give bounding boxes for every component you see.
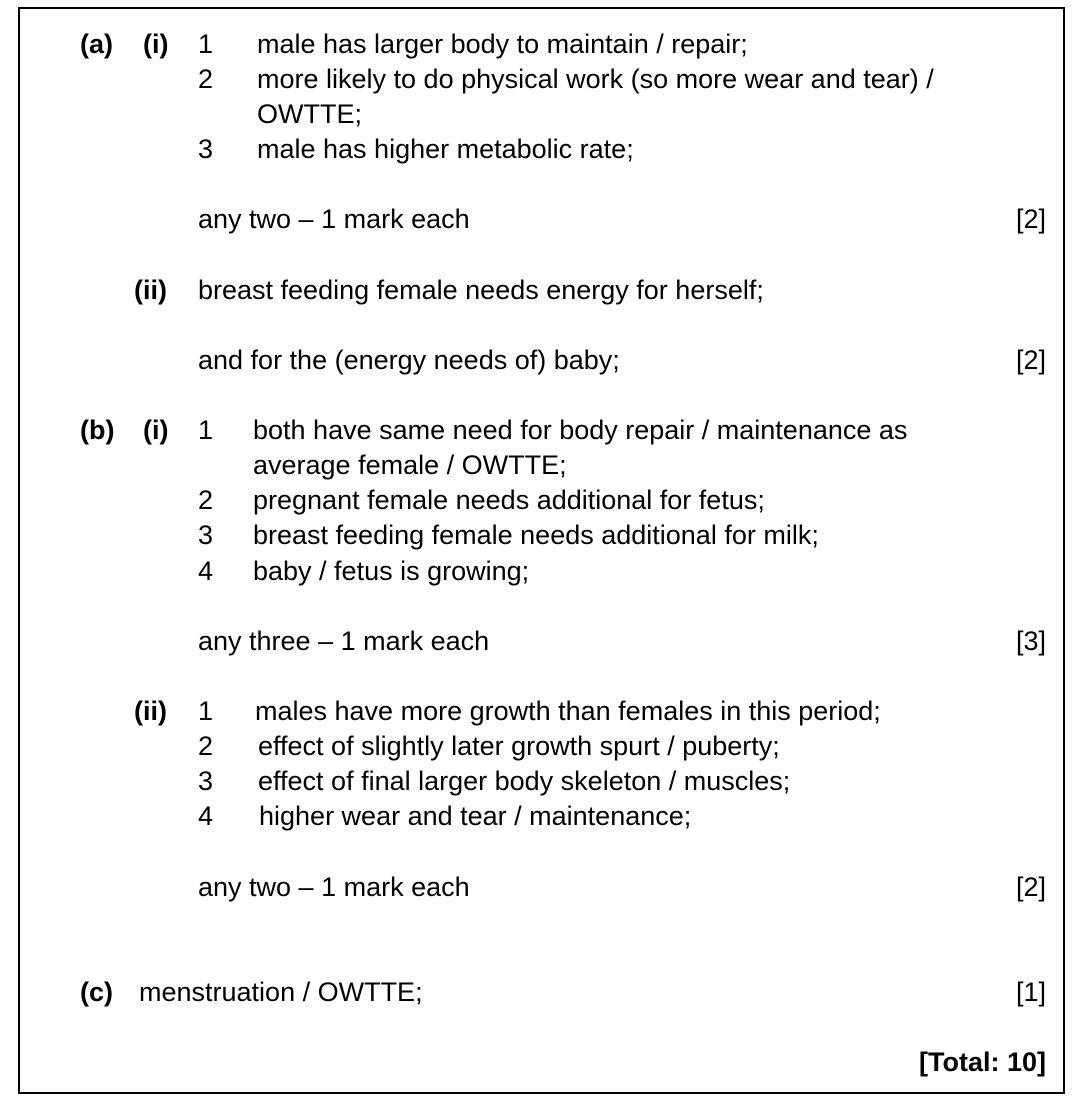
part-a-ii-label: (ii) xyxy=(134,275,167,305)
item-number: 3 xyxy=(198,766,214,796)
marks-allocation: [1] xyxy=(1015,977,1046,1007)
item-number: 2 xyxy=(198,64,214,94)
list-item: effect of slightly later growth spurt / puberty; xyxy=(258,731,780,761)
list-item: males have more growth than females in this period; xyxy=(255,696,881,726)
list-item: male has higher metabolic rate; xyxy=(257,134,634,164)
part-b-ii-label: (ii) xyxy=(134,696,167,726)
item-number: 4 xyxy=(198,801,214,831)
answer-line: menstruation / OWTTE; xyxy=(139,977,423,1007)
item-number: 1 xyxy=(198,29,214,59)
part-b-label: (b) xyxy=(80,415,115,445)
answer-line: breast feeding female needs energy for herself; xyxy=(198,275,764,305)
answer-line: and for the (energy needs of) baby; xyxy=(198,345,620,375)
list-item: male has larger body to maintain / repair; xyxy=(257,29,748,59)
list-item-continued: average female / OWTTE; xyxy=(253,450,567,480)
marking-note: any three – 1 mark each xyxy=(198,626,490,656)
item-number: 3 xyxy=(198,520,214,550)
list-item: breast feeding female needs additional for milk; xyxy=(253,520,819,550)
item-number: 2 xyxy=(198,485,214,515)
marking-note: any two – 1 mark each xyxy=(198,204,470,234)
list-item: baby / fetus is growing; xyxy=(253,556,530,586)
list-item: effect of final larger body skeleton / muscles; xyxy=(258,766,791,796)
part-c-label: (c) xyxy=(80,977,113,1007)
part-a-label: (a) xyxy=(80,29,113,59)
marks-allocation: [2] xyxy=(1015,872,1046,902)
item-number: 3 xyxy=(198,134,214,164)
marks-allocation: [3] xyxy=(1015,626,1046,656)
mark-scheme-box xyxy=(18,7,1065,1094)
item-number: 1 xyxy=(198,696,214,726)
part-b-i-label: (i) xyxy=(143,415,169,445)
marking-note: any two – 1 mark each xyxy=(198,872,470,902)
list-item: more likely to do physical work (so more wear and tear) / xyxy=(257,64,934,94)
part-a-i-label: (i) xyxy=(143,29,169,59)
marks-allocation: [2] xyxy=(1015,204,1046,234)
list-item: higher wear and tear / maintenance; xyxy=(259,801,692,831)
item-number: 2 xyxy=(198,731,214,761)
list-item: both have same need for body repair / maintenance as xyxy=(253,415,908,445)
list-item: pregnant female needs additional for fetus; xyxy=(253,485,765,515)
list-item-continued: OWTTE; xyxy=(257,99,362,129)
marks-allocation: [2] xyxy=(1015,345,1046,375)
item-number: 4 xyxy=(198,556,214,586)
item-number: 1 xyxy=(198,415,214,445)
total-marks: [Total: 10] xyxy=(919,1047,1046,1077)
